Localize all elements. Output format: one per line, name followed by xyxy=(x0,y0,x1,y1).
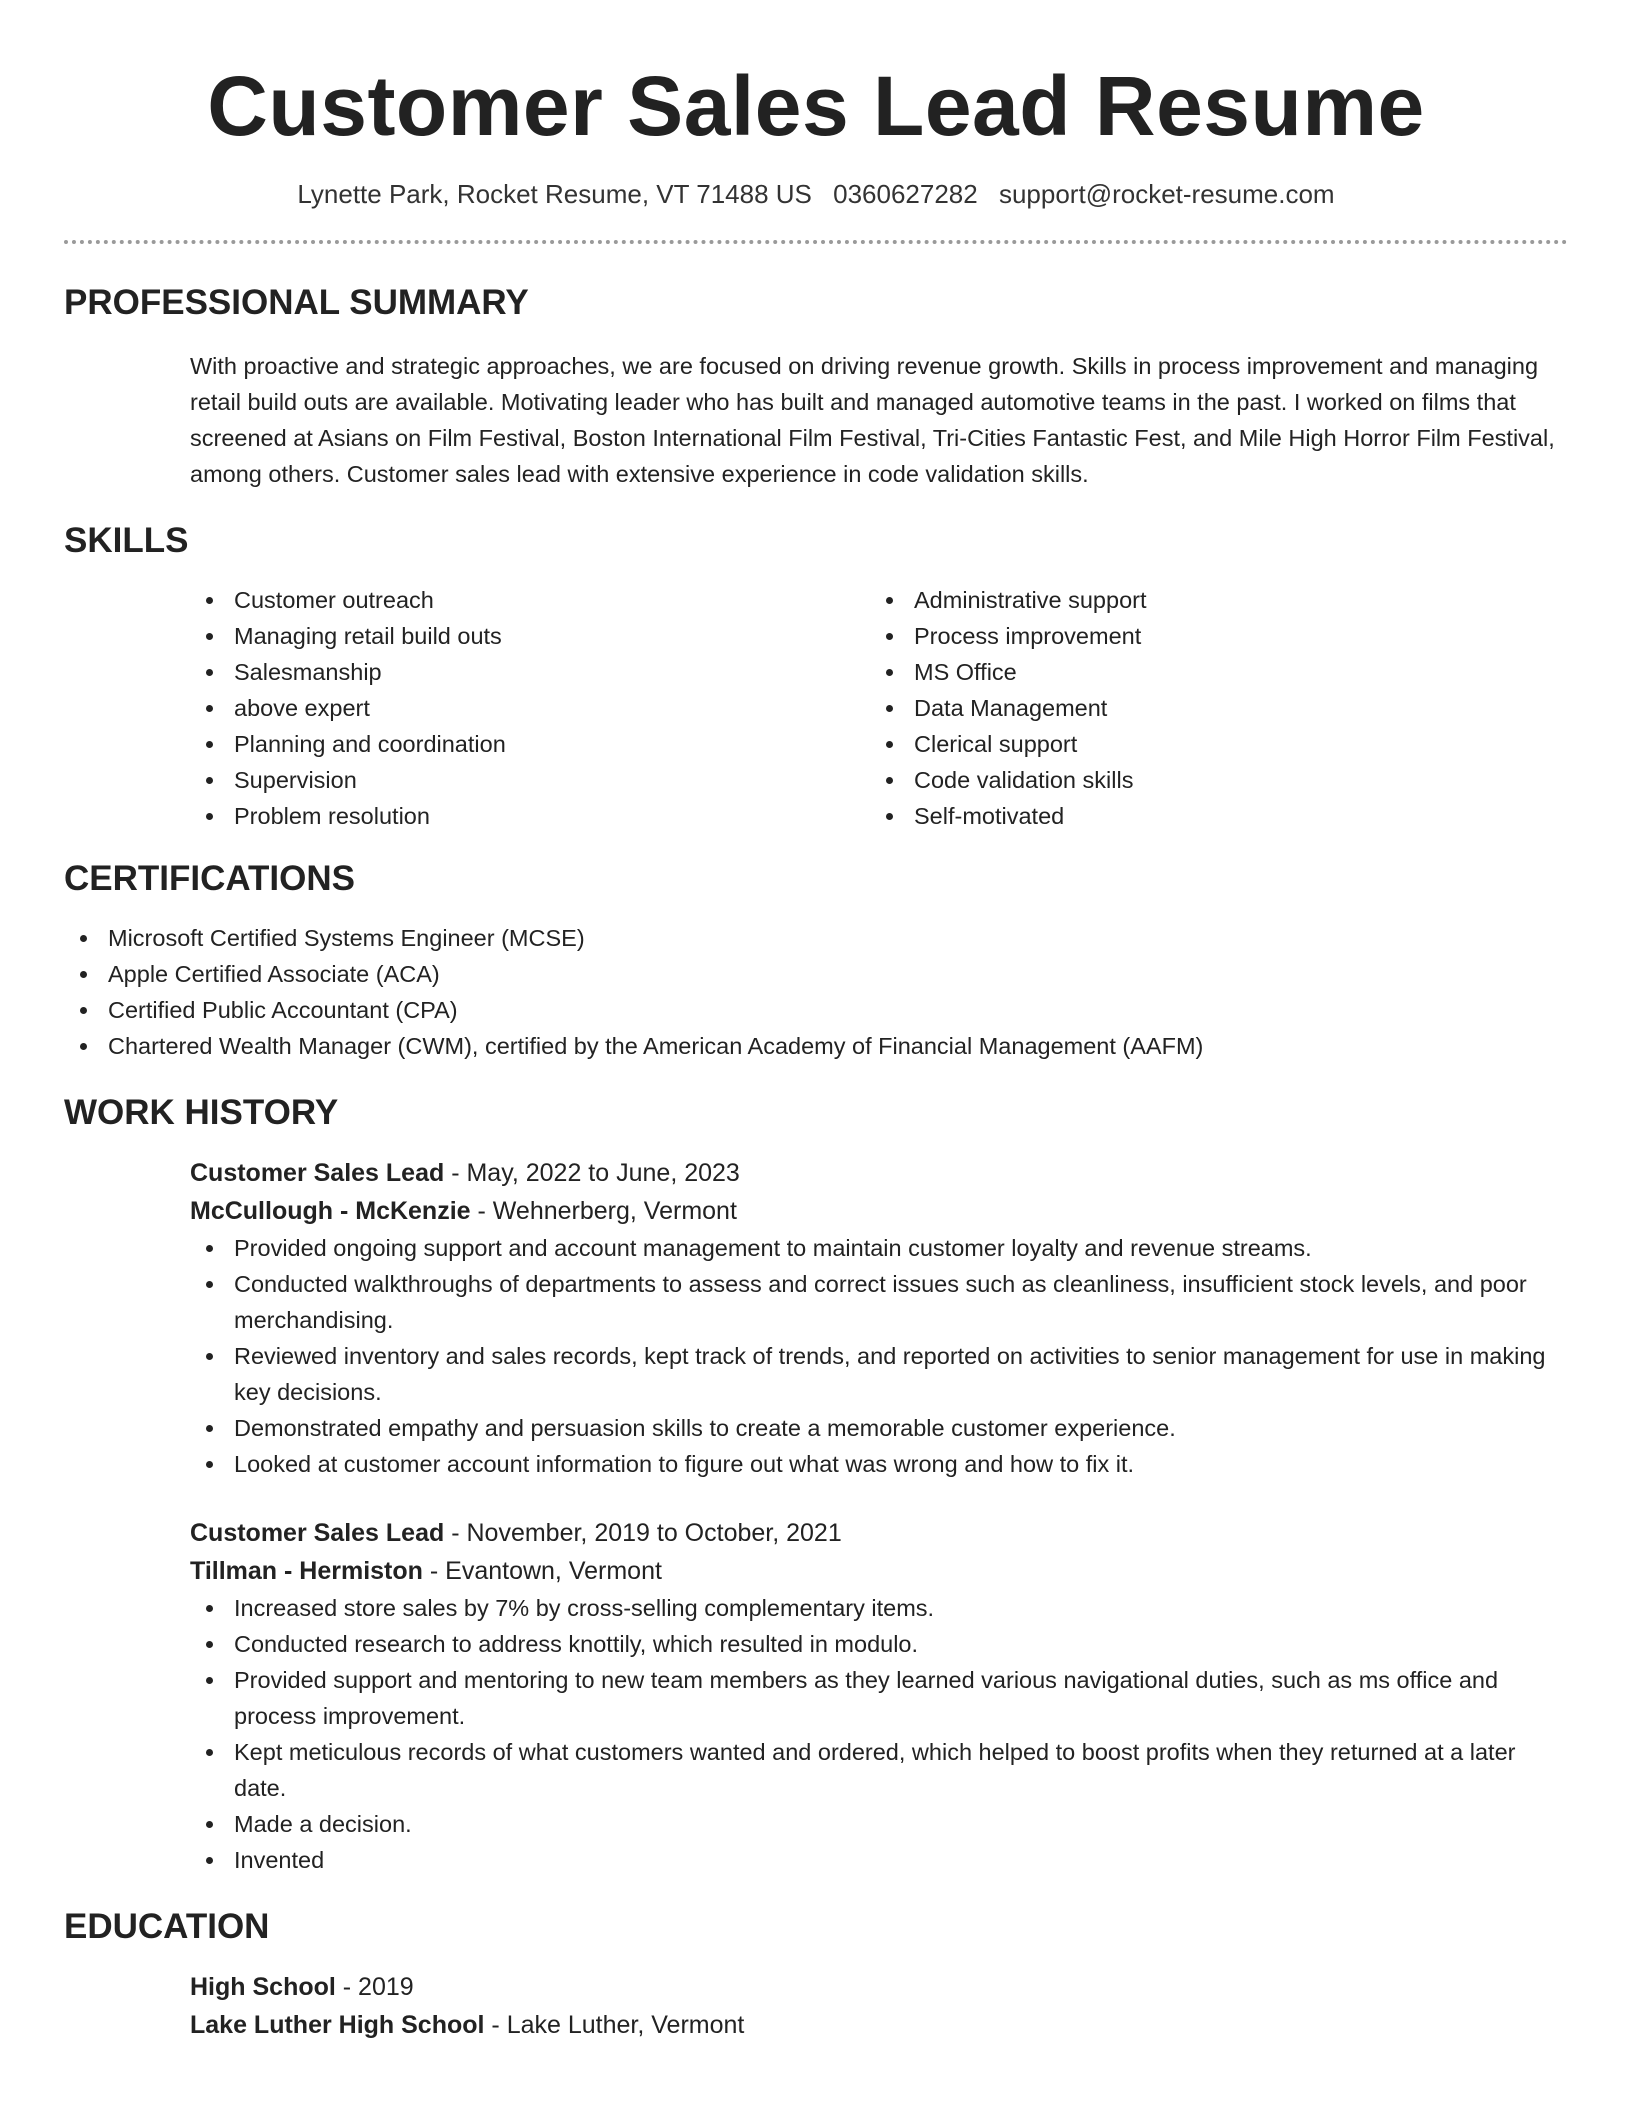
job-company: McCullough - McKenzie xyxy=(190,1197,471,1225)
list-item: Salesmanship xyxy=(190,654,870,690)
resume-title: Customer Sales Lead Resume xyxy=(207,59,1425,153)
job-company-line xyxy=(190,1552,1568,1590)
list-item: Demonstrated empathy and persuasion skills to create a memorable customer experience. xyxy=(190,1410,1568,1446)
list-item: Administrative support xyxy=(870,582,1550,618)
job-dates: - November, 2019 to October, 2021 xyxy=(444,1519,842,1547)
job-company-line xyxy=(190,1192,1568,1230)
contact-address: Lynette Park, Rocket Resume, VT 71488 US xyxy=(297,179,812,209)
list-item: Certified Public Accountant (CPA) xyxy=(64,992,1568,1028)
list-item: Customer outreach xyxy=(190,582,870,618)
section-heading-summary: PROFESSIONAL SUMMARY xyxy=(64,283,529,322)
list-item: Supervision xyxy=(190,762,870,798)
education-degree: High School xyxy=(190,1973,336,2001)
list-item: Conducted walkthroughs of departments to assess and correct issues such as cleanliness, insufficient stock levels, and poor merchandising. xyxy=(190,1266,1568,1338)
section-heading-certifications: CERTIFICATIONS xyxy=(64,859,356,898)
contact-phone: 0360627282 xyxy=(833,179,978,209)
section-heading-work-history: WORK HISTORY xyxy=(64,1093,339,1132)
job-title-line xyxy=(190,1154,1568,1192)
education-degree-line xyxy=(190,1968,1568,2006)
list-item: Process improvement xyxy=(870,618,1550,654)
job-dates: - May, 2022 to June, 2023 xyxy=(444,1159,740,1187)
skills-grid xyxy=(190,582,1568,834)
list-item: Increased store sales by 7% by cross-selling complementary items. xyxy=(190,1590,1568,1626)
education-school: Lake Luther High School xyxy=(190,2011,485,2039)
education-entry xyxy=(190,1968,1568,2044)
list-item: Provided ongoing support and account management to maintain customer loyalty and revenue streams. xyxy=(190,1230,1568,1266)
resume-page xyxy=(64,0,1568,2044)
list-item: Kept meticulous records of what customers wanted and ordered, which helped to boost profits when they returned at a later date. xyxy=(190,1734,1568,1806)
list-item: above expert xyxy=(190,690,870,726)
list-item: Clerical support xyxy=(870,726,1550,762)
list-item: Problem resolution xyxy=(190,798,870,834)
skills-list-right xyxy=(870,582,1550,834)
list-item: Apple Certified Associate (ACA) xyxy=(64,956,1568,992)
list-item: Managing retail build outs xyxy=(190,618,870,654)
job-title: Customer Sales Lead xyxy=(190,1519,445,1547)
list-item: Chartered Wealth Manager (CWM), certified by the American Academy of Financial Management (AAFM) xyxy=(64,1028,1568,1064)
list-item: Reviewed inventory and sales records, kept track of trends, and reported on activities to senior management for use in making key decisions. xyxy=(190,1338,1568,1410)
job-location: - Wehnerberg, Vermont xyxy=(470,1197,737,1225)
list-item: Planning and coordination xyxy=(190,726,870,762)
header-divider xyxy=(64,240,1568,244)
job-bullets xyxy=(190,1590,1568,1878)
education-school-line xyxy=(190,2006,1568,2044)
list-item: Invented xyxy=(190,1842,1568,1878)
contact-line xyxy=(64,178,1568,210)
list-item: Microsoft Certified Systems Engineer (MCSE) xyxy=(64,920,1568,956)
summary-text: With proactive and strategic approaches, we are focused on driving revenue growth. Skills in process improvement and managing retail build outs are available. Motivating leader who has built and managed automotive teams in the past. I worked on films that screened at Asians on Film Festival, Boston International Film Festival, Tri-Cities Fantastic Fest, and Mile High Horror Film Festival, among others. Customer sales lead with extensive experience in code validation skills. xyxy=(190,353,1555,487)
list-item: Looked at customer account information to figure out what was wrong and how to fix it. xyxy=(190,1446,1568,1482)
certifications-list xyxy=(64,920,1568,1064)
job-bullets xyxy=(190,1230,1568,1482)
job-location: - Evantown, Vermont xyxy=(422,1557,662,1585)
list-item: Code validation skills xyxy=(870,762,1550,798)
job-entry xyxy=(190,1514,1568,1878)
job-title: Customer Sales Lead xyxy=(190,1159,445,1187)
list-item: Conducted research to address knottily, which resulted in modulo. xyxy=(190,1626,1568,1662)
list-item: Provided support and mentoring to new team members as they learned various navigational duties, such as ms office and process improvement. xyxy=(190,1662,1568,1734)
education-location: - Lake Luther, Vermont xyxy=(484,2011,745,2039)
list-item: Self-motivated xyxy=(870,798,1550,834)
list-item: Made a decision. xyxy=(190,1806,1568,1842)
section-heading-skills: SKILLS xyxy=(64,521,189,560)
education-year: - 2019 xyxy=(335,1973,414,2001)
job-entry xyxy=(190,1154,1568,1482)
list-item: MS Office xyxy=(870,654,1550,690)
job-company: Tillman - Hermiston xyxy=(190,1557,423,1585)
skills-list-left xyxy=(190,582,870,834)
section-heading-education: EDUCATION xyxy=(64,1907,270,1946)
job-title-line xyxy=(190,1514,1568,1552)
list-item: Data Management xyxy=(870,690,1550,726)
contact-email: support@rocket-resume.com xyxy=(998,179,1335,209)
